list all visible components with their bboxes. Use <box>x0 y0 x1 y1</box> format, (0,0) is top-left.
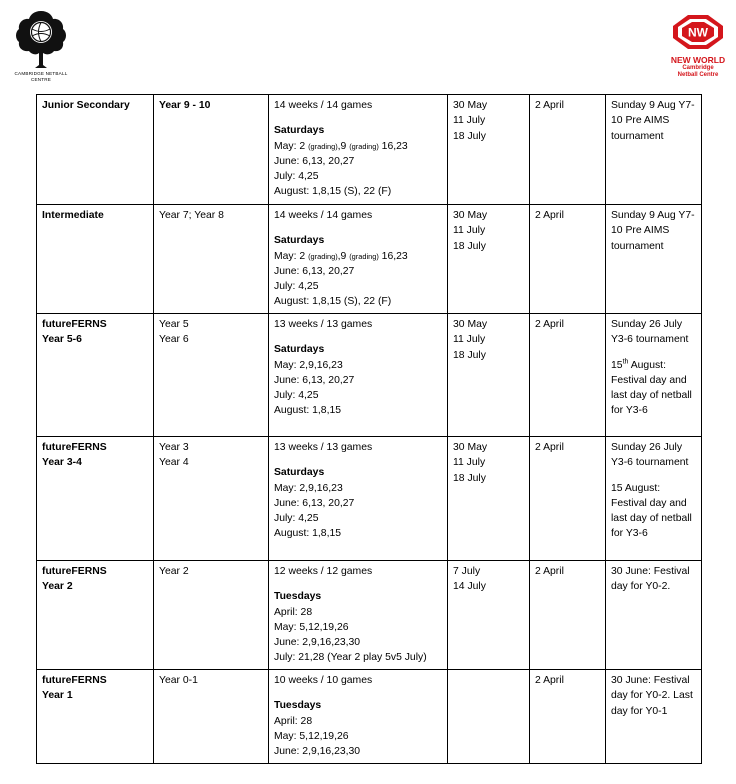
june-dates: June: 6,13, 20,27 <box>274 265 355 277</box>
schedule-table <box>36 94 702 764</box>
schedule-cell <box>269 314 448 437</box>
date-item: 30 May <box>453 100 488 111</box>
dates-cell <box>448 205 530 314</box>
entries-cell <box>530 437 606 561</box>
logo-caption-line-1: CAMBRIDGE NETBALL <box>14 71 68 76</box>
notes-cell <box>606 205 702 314</box>
year-label: Year 7; Year 8 <box>159 210 224 221</box>
grade-cell <box>37 670 154 764</box>
schedule-cell <box>269 95 448 205</box>
grade-cell <box>37 95 154 205</box>
entries-date: 2 April <box>535 442 564 453</box>
table-row <box>37 95 702 205</box>
year-label: Year 3 <box>159 442 189 453</box>
date-item: 11 July <box>453 334 486 346</box>
entries-date: 2 April <box>535 319 564 330</box>
tree-netball-icon <box>14 8 68 70</box>
july-dates: July: 4,25 <box>274 513 319 525</box>
grade-label: futureFERNS <box>42 566 107 577</box>
festival-note <box>611 358 697 419</box>
grade-cell <box>37 314 154 437</box>
july-dates: July: 4,25 <box>274 281 319 293</box>
year-label: Year 4 <box>159 457 189 469</box>
grade-label: futureFERNS <box>42 319 107 330</box>
notes-text: Sunday 9 Aug Y7-10 Pre AIMS tournament <box>611 210 695 252</box>
april-dates: April: 28 <box>274 715 313 727</box>
table-row <box>37 670 702 764</box>
weeks-text: 13 weeks / 13 games <box>274 319 373 330</box>
date-item: 14 July <box>453 581 486 593</box>
grade-cell <box>37 561 154 670</box>
logo-caption <box>2 71 80 83</box>
entries-date: 2 April <box>535 100 564 111</box>
may-dates: May: 2 (grading),9 (grading) 16,23 <box>274 140 408 152</box>
notes-text: 30 June: Festival day for Y0-2. <box>611 566 690 593</box>
notes-cell <box>606 314 702 437</box>
game-day: Saturdays <box>274 344 325 356</box>
date-item: 11 July <box>453 457 486 469</box>
logo-caption-line-2: CENTRE <box>30 77 52 82</box>
weeks-text: 14 weeks / 14 games <box>274 100 373 111</box>
notes-cell <box>606 95 702 205</box>
year-label: Year 9 - 10 <box>159 100 211 111</box>
year-label: Year 2 <box>159 566 189 577</box>
date-item: 11 July <box>453 115 486 127</box>
entries-date: 2 April <box>535 566 564 577</box>
grade-label: futureFERNS <box>42 675 107 686</box>
may-dates: May: 2,9,16,23 <box>274 359 343 371</box>
july-dates: July: 4,25 <box>274 171 319 183</box>
weeks-text: 14 weeks / 14 games <box>274 210 373 221</box>
game-day: Saturdays <box>274 235 325 247</box>
festival-note: 15 August: Festival day and last day of netball for Y3-6 <box>611 482 692 540</box>
entries-date: 2 April <box>535 210 564 221</box>
table-row <box>37 561 702 670</box>
july-dates: July: 4,25 <box>274 390 319 402</box>
table-row <box>37 205 702 314</box>
festival-note-suffix: th <box>622 358 629 366</box>
dates-cell <box>448 561 530 670</box>
grade-sublabel: Year 3-4 <box>42 457 82 469</box>
august-dates: August: 1,8,15 (S), 22 (F) <box>274 186 392 198</box>
june-dates: June: 2,9,16,23,30 <box>274 637 361 649</box>
year-cell <box>154 95 269 205</box>
entries-date: 2 April <box>535 675 564 686</box>
notes-text: Sunday 9 Aug Y7-10 Pre AIMS tournament <box>611 100 695 142</box>
notes-cell <box>606 670 702 764</box>
notes-cell <box>606 561 702 670</box>
date-item: 18 July <box>453 240 486 252</box>
grade-label: Intermediate <box>42 210 104 221</box>
year-label: Year 5 <box>159 319 189 330</box>
festival-note-text: August: Festival day and last day of netball for Y3-6 <box>611 359 692 417</box>
june-dates: June: 6,13, 20,27 <box>274 155 355 167</box>
july-dates: July: 21,28 (Year 2 play 5v5 July) <box>274 652 427 664</box>
year-cell <box>154 437 269 561</box>
dates-cell <box>448 437 530 561</box>
entries-cell <box>530 670 606 764</box>
august-dates: August: 1,8,15 (S), 22 (F) <box>274 296 392 308</box>
date-item: 7 July <box>453 566 481 577</box>
logo-brand: NEW WORLD <box>670 55 726 65</box>
game-day: Tuesdays <box>274 700 322 712</box>
may-dates: May: 2 (grading),9 (grading) 16,23 <box>274 250 408 262</box>
june-dates: June: 6,13, 20,27 <box>274 497 355 509</box>
grade-label: futureFERNS <box>42 442 107 453</box>
notes-text: Sunday 26 July Y3-6 tournament <box>611 442 689 469</box>
year-cell <box>154 670 269 764</box>
august-dates: August: 1,8,15 <box>274 528 342 540</box>
schedule-cell <box>269 205 448 314</box>
table-row <box>37 314 702 437</box>
schedule-cell <box>269 670 448 764</box>
grade-sublabel: Year 2 <box>42 581 73 593</box>
entries-cell <box>530 561 606 670</box>
dates-cell <box>448 95 530 205</box>
grade-cell <box>37 437 154 561</box>
date-item: 11 July <box>453 225 486 237</box>
grade-cell <box>37 205 154 314</box>
new-world-logo <box>666 14 730 98</box>
date-item: 30 May <box>453 319 488 330</box>
game-day: Saturdays <box>274 467 325 479</box>
table-row <box>37 437 702 561</box>
notes-text: Sunday 26 July Y3-6 tournament <box>611 319 689 346</box>
grade-sublabel: Year 5-6 <box>42 334 82 346</box>
date-item: 18 July <box>453 349 486 361</box>
cambridge-netball-logo <box>2 8 80 94</box>
game-day: Tuesdays <box>274 591 322 603</box>
date-item: 30 May <box>453 210 488 221</box>
grade-label: Junior Secondary <box>42 100 130 111</box>
year-cell <box>154 205 269 314</box>
year-cell <box>154 561 269 670</box>
notes-text: 30 June: Festival day for Y0-2. Last day for Y0-1 <box>611 675 693 717</box>
may-dates: May: 5,12,19,26 <box>274 730 349 742</box>
year-label: Year 6 <box>159 334 189 346</box>
june-dates: June: 2,9,16,23,30 <box>274 746 361 758</box>
logo-sub-2: Netball Centre <box>677 72 719 78</box>
schedule-cell <box>269 437 448 561</box>
date-item: 30 May <box>453 442 488 453</box>
festival-note-day: 15 <box>611 359 623 371</box>
may-dates: May: 2,9,16,23 <box>274 482 343 494</box>
entries-cell <box>530 205 606 314</box>
august-dates: August: 1,8,15 <box>274 405 342 417</box>
april-dates: April: 28 <box>274 606 313 618</box>
may-dates: May: 5,12,19,26 <box>274 621 349 633</box>
grade-sublabel: Year 1 <box>42 690 73 702</box>
entries-cell <box>530 95 606 205</box>
dates-cell <box>448 314 530 437</box>
date-item: 18 July <box>453 130 486 142</box>
nw-mark-text: NW <box>688 25 708 40</box>
entries-cell <box>530 314 606 437</box>
year-cell <box>154 314 269 437</box>
weeks-text: 10 weeks / 10 games <box>274 675 373 686</box>
weeks-text: 12 weeks / 12 games <box>274 566 373 577</box>
date-item: 18 July <box>453 472 486 484</box>
year-label: Year 0-1 <box>159 675 198 686</box>
schedule-cell <box>269 561 448 670</box>
new-world-mark-icon <box>672 14 724 50</box>
june-dates: June: 6,13, 20,27 <box>274 374 355 386</box>
logo-sub-1: Cambridge <box>682 65 714 71</box>
weeks-text: 13 weeks / 13 games <box>274 442 373 453</box>
dates-cell <box>448 670 530 764</box>
game-day: Saturdays <box>274 125 325 137</box>
notes-cell <box>606 437 702 561</box>
